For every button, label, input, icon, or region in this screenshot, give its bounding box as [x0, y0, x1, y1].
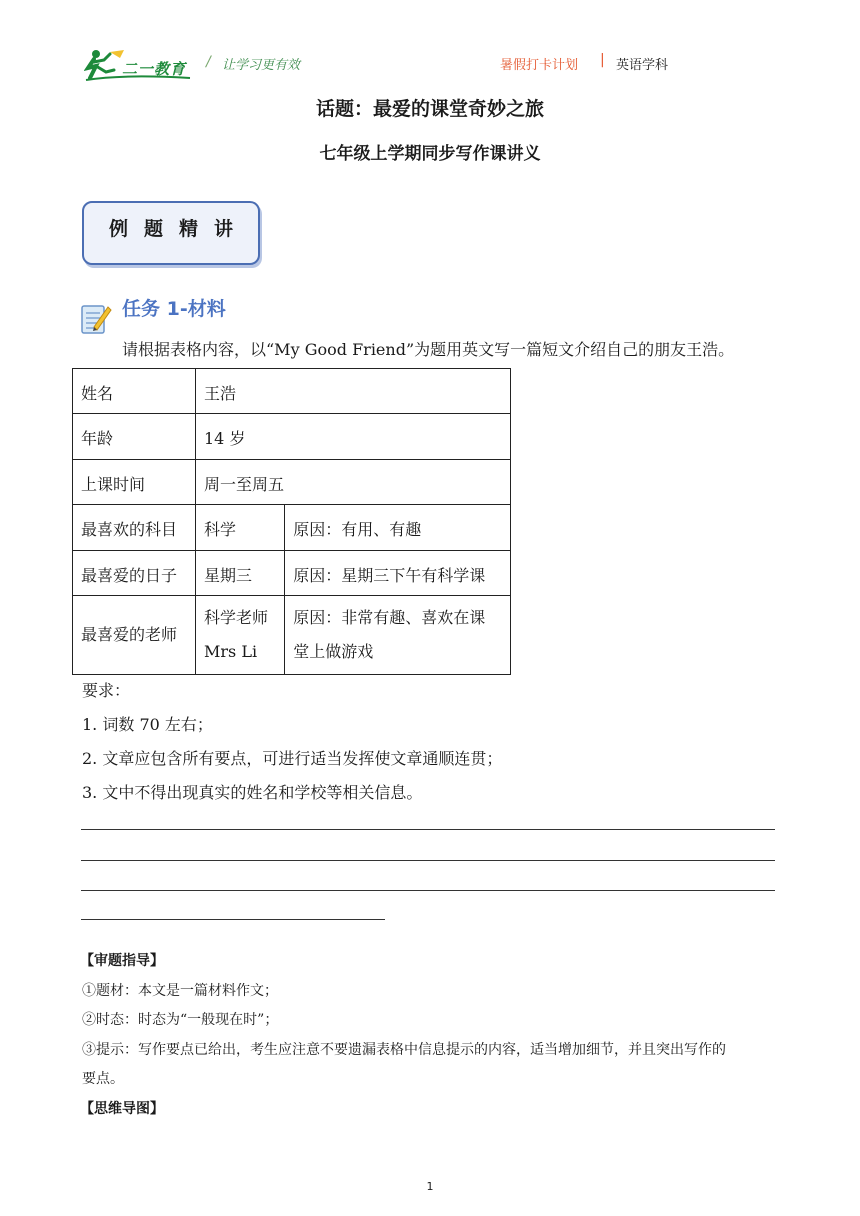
header-separator: | [600, 52, 605, 68]
guidance-item: ③提示：写作要点已给出，考生应注意不要遗漏表格中信息提示的内容，适当增加细节，并且突出写作的 [82, 1042, 726, 1058]
header-slash: / [206, 54, 211, 70]
requirement-item: 3. 文中不得出现真实的姓名和学校等相关信息。 [82, 783, 423, 802]
table-row [73, 414, 511, 460]
teacher-title: 科学老师 [204, 608, 269, 627]
teacher-name: Mrs Li [204, 642, 258, 661]
requirement-item: 1. 词数 70 左右； [82, 715, 213, 734]
page-subtitle: 七年级上学期同步写作课讲义 [319, 144, 541, 164]
table-cell-value: 科学 [196, 505, 285, 551]
requirement-item: 2. 文章应包含所有要点，可进行适当发挥使文章通顺连贯； [82, 749, 503, 768]
page-title: 话题：最爱的课堂奇妙之旅 [315, 98, 544, 120]
reason-line: 原因：非常有趣、喜欢在课 [293, 608, 486, 627]
subject-label: 英语学科 [616, 58, 669, 73]
guidance-item: ①题材：本文是一篇材料作文； [82, 983, 278, 999]
table-cell-value: 星期三 [196, 551, 285, 596]
requirements-heading: 要求： [82, 681, 131, 700]
guidance-item: ②时态：时态为“一般现在时”； [82, 1012, 279, 1028]
answer-line [81, 860, 775, 861]
brand-slogan: 让学习更有效 [222, 58, 301, 73]
table-row [73, 505, 511, 551]
page-number: 1 [426, 1180, 434, 1193]
guidance-heading: 【审题指导】 [80, 953, 164, 969]
section-label: 例题精讲 [108, 218, 249, 240]
task-title: 任务 1-材料 [122, 298, 226, 320]
info-table [72, 368, 511, 675]
table-cell-label: 最喜欢的科目 [73, 505, 196, 551]
table-cell-label: 最喜爱的老师 [73, 596, 196, 675]
guidance-item: 要点。 [82, 1071, 124, 1087]
answer-line [81, 919, 385, 920]
table-cell-label: 上课时间 [73, 460, 196, 505]
table-cell-label: 年龄 [73, 414, 196, 460]
table-cell-value: 王浩 [196, 369, 511, 414]
table-row [73, 369, 511, 414]
answer-line [81, 890, 775, 891]
table-row [73, 460, 511, 505]
table-row [73, 596, 511, 675]
table-cell-label: 最喜爱的日子 [73, 551, 196, 596]
reason-line: 堂上做游戏 [293, 642, 374, 661]
table-cell-label: 姓名 [73, 369, 196, 414]
plan-label: 暑假打卡计划 [500, 58, 579, 73]
table-cell-reason: 原因：有用、有趣 [285, 505, 511, 551]
table-row [73, 551, 511, 596]
task-instruction: 请根据表格内容，以“My Good Friend”为题用英文写一篇短文介绍自己的朋友王浩。 [122, 340, 735, 359]
table-cell-value: 14 岁 [196, 414, 511, 460]
table-cell-value [196, 596, 285, 675]
table-cell-value: 周一至周五 [196, 460, 511, 505]
table-cell-reason [285, 596, 511, 675]
table-cell-reason: 原因：星期三下午有科学课 [285, 551, 511, 596]
notepad-pencil-icon [80, 301, 112, 335]
brand-name: 二一教育 [122, 60, 187, 78]
answer-line [81, 829, 775, 830]
mindmap-heading: 【思维导图】 [80, 1101, 164, 1117]
